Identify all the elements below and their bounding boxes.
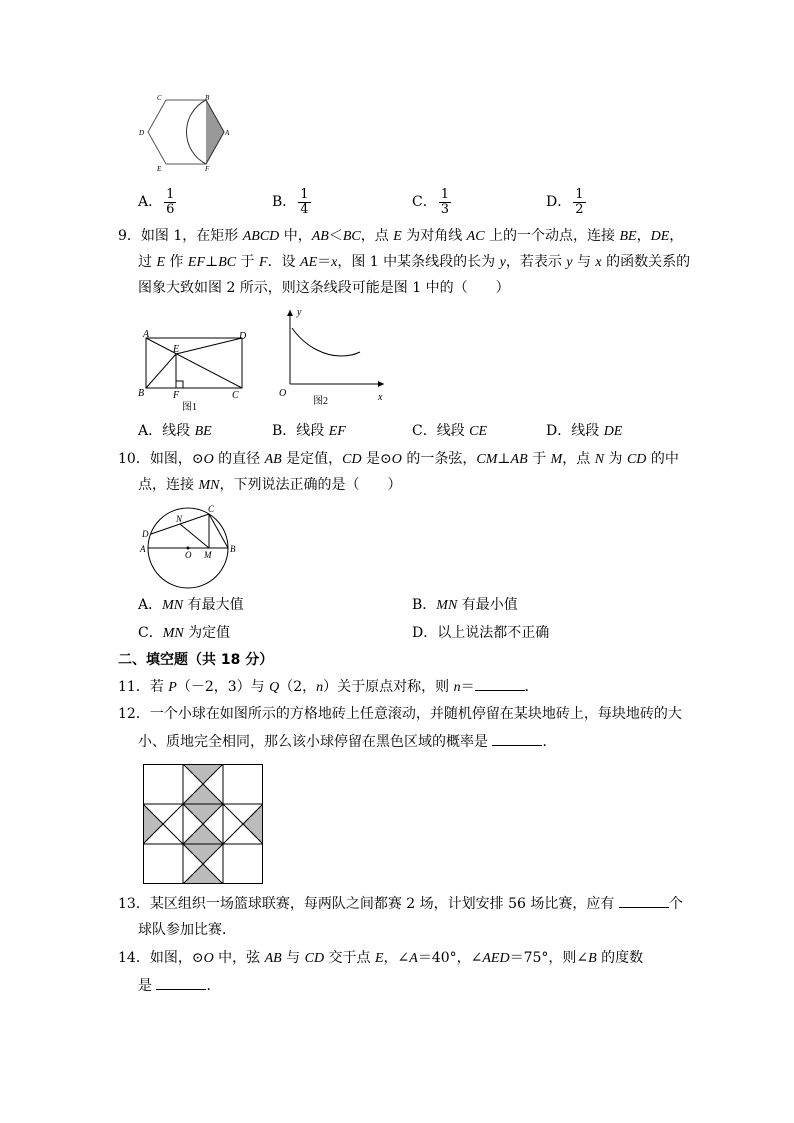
q9-option-d[interactable]: D．线段 DE (546, 423, 623, 439)
answer-blank[interactable] (156, 975, 206, 990)
label-B: B (230, 544, 236, 554)
shaded-triangle (183, 765, 223, 783)
q10-figure (136, 500, 246, 594)
right-angle-mark (176, 381, 183, 388)
shaded-triangle (144, 804, 163, 844)
section-title: 二、填空题（共 18 分） (118, 652, 274, 668)
shaded-triangle (243, 804, 262, 844)
option-letter: A． (138, 194, 163, 210)
q10-option-d[interactable]: D．以上说法都不正确 (412, 625, 550, 641)
label-C: C (232, 390, 239, 401)
q10-option-a[interactable]: A．MN 有最大值 (138, 597, 244, 613)
fraction: $\frac{1}{4}$ (300, 186, 309, 217)
q13-line2: 球队参加比赛． (138, 922, 236, 938)
y-axis-arrow (287, 310, 293, 316)
label-D: D (139, 129, 145, 137)
option-letter: D． (546, 194, 572, 210)
q11: 11．若 P（－2，3）与 Q（2，n）关于原点对称，则 n＝ ． (118, 676, 539, 698)
q9-line1: 9．如图 1，在矩形 ABCD 中，AB＜BC，点 E 为对角线 AC 上的一个动点，连接 BE，DE， (118, 228, 684, 244)
q9-figure2 (266, 304, 392, 408)
label-D: D (142, 529, 149, 539)
label-D: D (239, 331, 247, 342)
q8-option-d[interactable] (546, 184, 586, 220)
option-letter: B． (272, 194, 297, 210)
fraction: $\frac{1}{2}$ (575, 186, 584, 217)
diagonal-ac (146, 338, 242, 388)
q9-option-b[interactable]: B．线段 EF (272, 423, 346, 439)
q8-option-b[interactable] (272, 184, 311, 220)
answer-blank[interactable] (492, 731, 542, 746)
shaded-triangle (183, 804, 223, 824)
x-axis-arrow (378, 381, 384, 387)
label-A: A (225, 129, 230, 137)
label-x: x (378, 392, 383, 403)
q9-option-a[interactable]: A．线段 BE (138, 423, 212, 439)
segment-mn (180, 524, 209, 548)
q8-option-c[interactable] (412, 184, 451, 220)
segment-be (146, 354, 176, 388)
q12-line1: 12．一个小球在如图所示的方格地砖上任意滚动，并随机停留在某块地砖上，每块地砖的大 (118, 706, 682, 722)
label-C: C (157, 94, 162, 102)
q10-line1: 10．如图，⊙O 的直径 AB 是定值，CD 是⊙O 的一条弦，CM⊥AB 于 M，点 N 为 CD 的中 (118, 451, 679, 467)
q12-line2: 小、质地完全相同，那么该小球停留在黑色区域的概率是 ． (138, 731, 556, 752)
option-letter: C． (412, 194, 437, 210)
label-B: B (205, 94, 210, 102)
q13-line1: 13．某区组织一场篮球联赛，每两队之间都赛 2 场，计划安排 56 场比赛，应有 个 (118, 893, 683, 914)
label-F: F (205, 165, 210, 173)
q9-figure1 (136, 326, 256, 416)
shaded-triangle (183, 784, 223, 804)
q10-option-c[interactable]: C．MN 为定值 (138, 625, 231, 641)
label-E: E (173, 344, 180, 355)
q10-option-b[interactable]: B．MN 有最小值 (412, 597, 518, 613)
label-N: N (176, 514, 183, 524)
q8-option-a[interactable] (138, 184, 176, 220)
shaded-triangle (183, 864, 223, 883)
hexagon-figure (130, 88, 240, 176)
q9-line2: 过 E 作 EF⊥BC 于 F．设 AE＝x，图 1 中某条线段的长为 y，若表示 y 与 x 的函数关系的 (138, 254, 691, 270)
answer-blank[interactable] (619, 893, 669, 908)
label-O: O (279, 388, 287, 399)
label-A: A (143, 329, 150, 340)
shaded-triangle (183, 844, 223, 864)
tile-grid (143, 764, 263, 884)
label-O: O (185, 550, 192, 560)
q10-line2: 点，连接 MN，下列说法正确的是（ ） (138, 477, 402, 493)
label-E: E (157, 165, 162, 173)
answer-blank[interactable] (475, 676, 525, 691)
label-C: C (208, 504, 215, 514)
label-y: y (297, 307, 302, 318)
q14-line2: 是 ． (138, 975, 220, 996)
shaded-triangle (183, 824, 223, 844)
segment-cb (209, 514, 228, 548)
label-M: M (204, 550, 212, 560)
fraction: $\frac{1}{6}$ (166, 186, 175, 217)
figure1-caption: 图1 (182, 402, 197, 413)
fraction: $\frac{1}{3}$ (440, 186, 449, 217)
label-F: F (173, 390, 180, 401)
function-curve (292, 328, 360, 356)
label-B: B (138, 388, 145, 399)
label-A: A (140, 544, 146, 554)
q9-option-c[interactable]: C．线段 CE (412, 423, 488, 439)
white-arc (186, 100, 206, 164)
figure2-caption: 图2 (313, 396, 328, 407)
q9-line3: 图象大致如图 2 所示，则这条线段可能是图 1 中的（ ） (138, 280, 510, 296)
q14-line1: 14．如图，⊙O 中，弦 AB 与 CD 交于点 E，∠A＝40°，∠AED＝75°，则∠B 的度数 (118, 950, 644, 966)
segment-de (176, 338, 242, 354)
